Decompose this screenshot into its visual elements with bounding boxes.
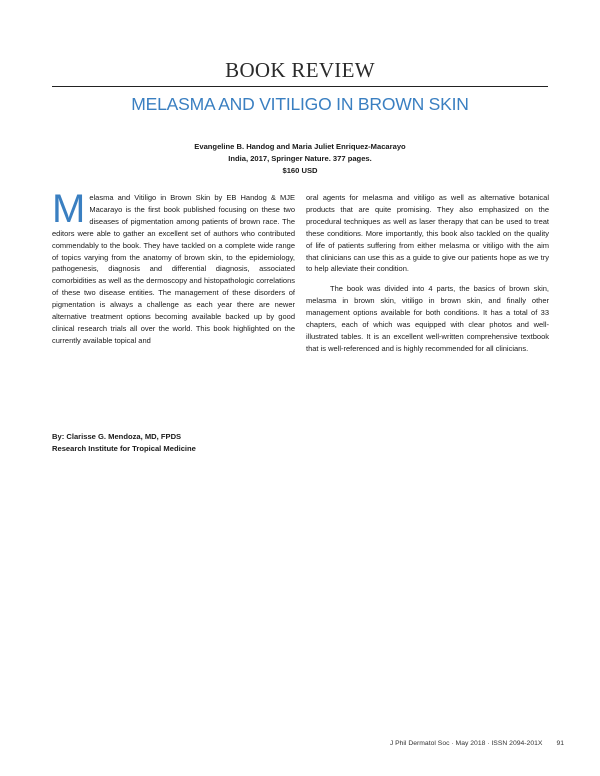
review-paragraph-1-continued: oral agents for melasma and vitiligo as well as alternative botanical products that are quite promising. They also emphasized on the procedural techniques as well as laser therapy that can be used to treat these conditions. More importantly, this book also tackled on the quality of life of patients suffering from either melasma or vitiligo with the aim that clinicians can use this as a guide to give our patients hope as we try to help alleviate their condition. (306, 193, 549, 274)
book-authors: Evangeline B. Handog and Maria Juliet Enriquez-Macarayo (194, 142, 406, 151)
reviewer-byline (52, 431, 196, 455)
review-column-right (306, 192, 549, 355)
reviewer-name: By: Clarisse G. Mendoza, MD, FPDS (52, 432, 182, 441)
review-paragraph-2: The book was divided into 4 parts, the basics of brown skin, melasma in brown skin, vitiligo in brown skin, and finally other management options available for both conditions. It has a total of 33 chapters, each of which was equipped with clear photos and well-illustrated tables. It is an excellent well-written comprehensive textbook that is well-referenced and is highly recommended for all clinicians. (306, 284, 549, 353)
article-title: MELASMA AND VITILIGO IN BROWN SKIN (131, 94, 469, 114)
book-price: $160 USD (282, 166, 318, 175)
book-publication: India, 2017, Springer Nature. 377 pages. (228, 154, 372, 163)
drop-cap: M (52, 187, 86, 231)
review-column-left (52, 187, 295, 347)
journal-citation: J Phil Dermatol Soc · May 2018 · ISSN 2094-201X (389, 740, 543, 747)
page-footer (390, 740, 564, 747)
book-bibliography (60, 141, 540, 177)
review-paragraph-1: elasma and Vitiligo in Brown Skin by EB Handog & MJE Macarayo is the first book published focusing on these two diseases of pigmentation among patients of brown race. The editors were able to gather an excellent set of authors who contributed commendably to the book. They have tackled on a complete wide range of topics varying from the anatomy of brown skin, to the epidemiology, pathogenesis, diagnosis and differential diagnosis, associated comorbidities as well as the dermoscopy and histopathologic correlations of these two disease entities. The management of these disorders of pigmentation is always a challenge as each year there are newer alternative treatment options becoming available backed up by good clinical research trials all over the world. This book highlighted on the currently available topical and (52, 193, 295, 345)
reviewer-affiliation: Research Institute for Tropical Medicine (52, 444, 196, 453)
section-heading: BOOK REVIEW (225, 58, 375, 82)
page-number: 91 (556, 740, 564, 747)
heading-divider (52, 86, 548, 87)
